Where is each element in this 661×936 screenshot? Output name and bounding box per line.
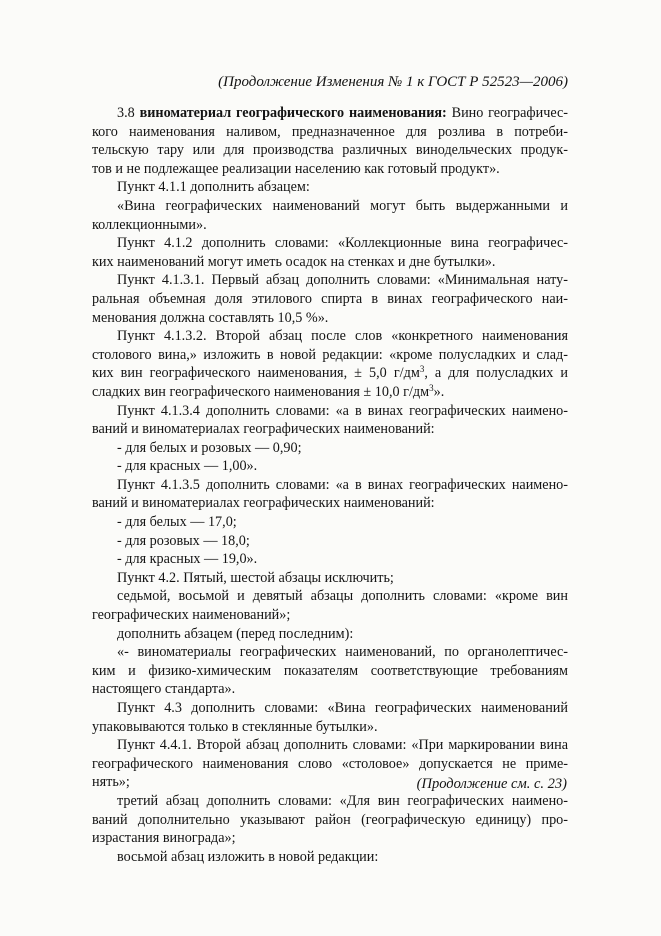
text-line: упаковываются только в стеклянные бутылки». (92, 718, 378, 735)
text-line: ральная объемная доля этилового спирта в винах географического наи- (92, 290, 568, 307)
text-line: Пункт 4.2. Пятый, шестой абзацы исключить; (117, 569, 394, 586)
text-line: нять»; (92, 774, 130, 791)
text-line: Пункт 4.1.1 дополнить абзацем: (117, 179, 310, 196)
text-line: Пункт 4.1.2 дополнить словами: «Коллекционные вина географичес- (117, 235, 568, 252)
text-line: «Вина географических наименований могут быть выдержанными и (117, 197, 568, 214)
text-line: ваний и виноматериалах географических наименований: (92, 421, 435, 438)
text-line: ким и физико-химическим показателям соответствующие требованиям (92, 662, 568, 679)
text-line: седьмой, восьмой и девятый абзацы дополнить словами: «кроме вин (117, 588, 568, 605)
text-line: кого наименования наливом, предназначенное для розлива в потреби- (92, 123, 568, 140)
amendment-text (92, 104, 568, 866)
text-line: Пункт 4.1.3.2. Второй абзац после слов «конкретного наименования (117, 328, 568, 345)
text-line: - для белых — 17,0; (117, 514, 237, 531)
text-line: - для красных — 19,0». (117, 551, 258, 568)
defined-term: виноматериал географического наименования: (139, 105, 447, 121)
text-line: дополнить абзацем (перед последним): (117, 625, 354, 642)
continuation-note: (Продолжение см. с. 23) (416, 776, 567, 792)
text-line: коллекционными». (92, 216, 207, 233)
text-line: ваний дополнительно указывают район (географическую единицу) про- (92, 811, 568, 828)
text-line: - для белых и розовых — 0,90; (117, 439, 302, 456)
text-line: - для розовых — 18,0; (117, 532, 250, 549)
text-line: Пункт 4.1.3.5 дополнить словами: «а в винах географических наимено- (117, 476, 568, 493)
text-line: Пункт 4.1.3.4 дополнить словами: «а в винах географических наимено- (117, 402, 568, 419)
text-line: «- виноматериалы географических наименований, по органолептичес- (117, 644, 568, 661)
text-line: тов и не подлежащее реализации населению как готовый продукт». (92, 160, 500, 177)
text-line: - для красных — 1,00». (117, 458, 258, 475)
running-header: (Продолжение Изменения № 1 к ГОСТ Р 52523—2006) (218, 74, 568, 90)
text-line: ваний и виноматериалах географических наименований: (92, 495, 435, 512)
text-line: 3.8 виноматериал географического наименования: Вино географичес- (117, 105, 568, 121)
text-line: географических наименований»; (92, 607, 291, 624)
text-line: третий абзац дополнить словами: «Для вин географических наимено- (117, 792, 568, 809)
text-line: столового вина,» изложить в новой редакции: «кроме полусладких и слад- (92, 346, 568, 363)
text-line: Пункт 4.1.3.1. Первый абзац дополнить словами: «Минимальная нату- (117, 272, 568, 289)
text-line: сладких вин географического наименования ± 10,0 $г/дм^3$». (92, 382, 445, 400)
text-line: Пункт 4.3 дополнить словами: «Вина географических наименований (117, 700, 568, 716)
text-line: менования должна составлять 10,5 %». (92, 309, 329, 326)
text-line: восьмой абзац изложить в новой редакции: (117, 848, 379, 865)
text-line: ких наименований могут иметь осадок на стенках и дне бутылки». (92, 253, 496, 270)
text-line: ких вин географического наименования, ± 5,0 $г/дм^3$, а для полусладких и (92, 364, 568, 382)
text-line: израстания винограда»; (92, 830, 236, 847)
text-line: тельскую тару или для производства различных винодельческих продук- (92, 142, 568, 159)
text-line: настоящего стандарта». (92, 681, 236, 698)
text-line: географического наименования слово «столовое» допускается не приме- (92, 755, 568, 772)
text-line: Пункт 4.4.1. Второй абзац дополнить словами: «При маркировании вина (117, 737, 568, 754)
